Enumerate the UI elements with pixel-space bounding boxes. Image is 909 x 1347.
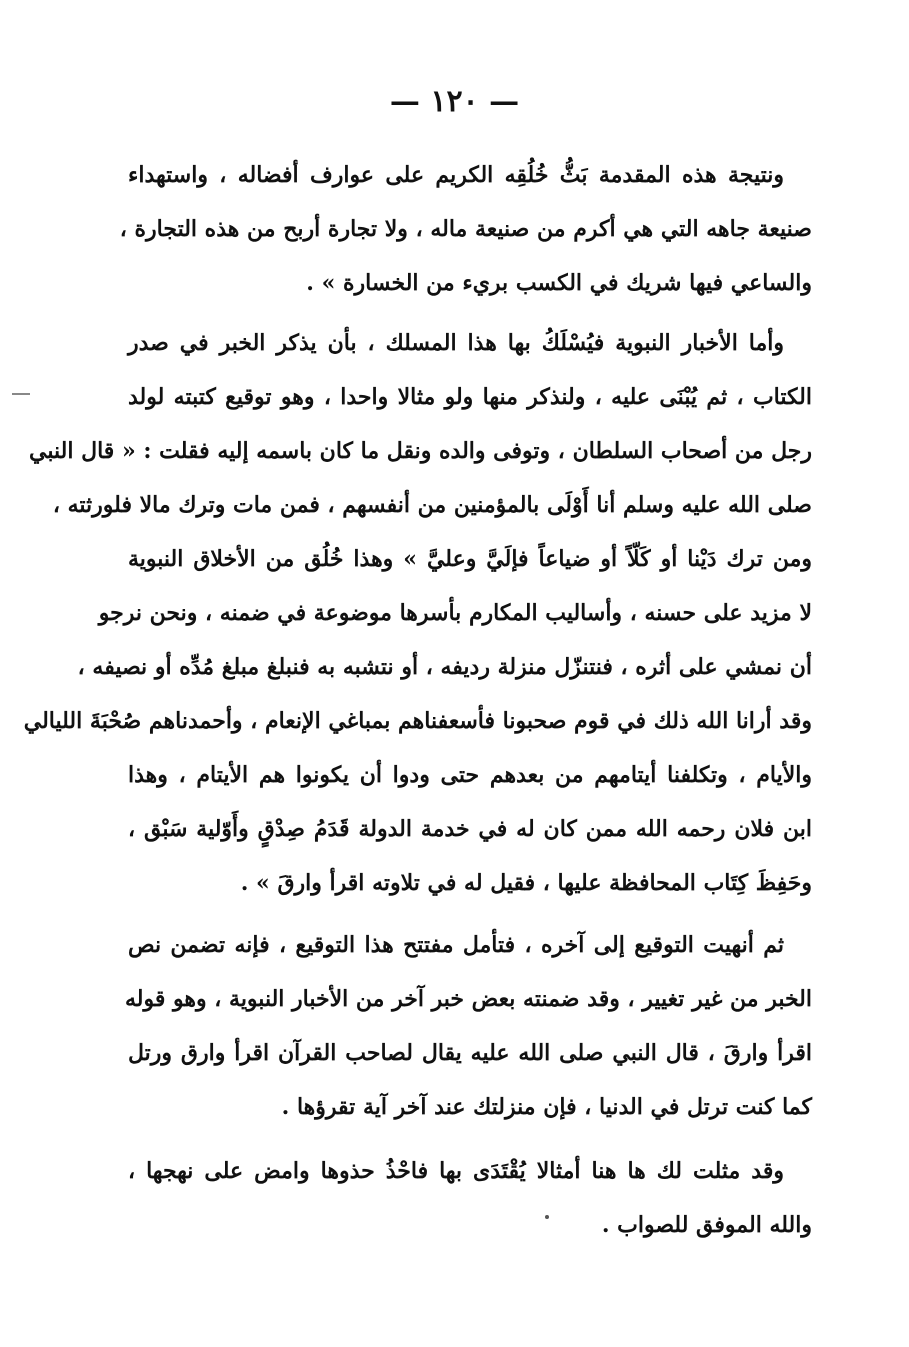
paragraph-2: [23, 316, 812, 910]
text-line: كما كنت ترتل في الدنيا ، فإن منزلتك عند آخر آية تقرؤها .: [281, 1094, 812, 1120]
paragraph-1: [119, 148, 812, 310]
page-body-text: [23, 148, 812, 1252]
text-line: وقد أرانا الله ذلك في قوم صحبونا فأسعفناهم بمباغي الإنعام ، وأحمدناهم صُحْبَةَ الليالي: [23, 708, 812, 734]
paragraph-4: [128, 1144, 812, 1252]
text-line: والساعي فيها شريك في الكسب بريء من الخسارة » .: [306, 270, 812, 296]
text-line: صنيعة جاهه التي هي أكرم من صنيعة ماله ، ولا تجارة أربح من هذه التجارة ،: [119, 216, 812, 242]
text-line: والله الموفق للصواب .: [601, 1212, 812, 1238]
text-line: رجل من أصحاب السلطان ، وتوفى والده ونقل ما كان باسمه إليه فقلت : « قال النبي: [29, 438, 812, 464]
text-line: ابن فلان رحمه الله ممن كان له في خدمة الدولة قَدَمُ صِدْقٍ وأَوّلية سَبْق ،: [128, 816, 812, 842]
ink-dot: [545, 1215, 549, 1219]
text-line: ثم أنهيت التوقيع إلى آخره ، فتأمل مفتتح هذا التوقيع ، فإنه تضمن نص: [128, 932, 784, 958]
text-line: اقرأ وارقَ ، قال النبي صلى الله عليه يقال لصاحب القرآن اقرأ وارق ورتل: [128, 1040, 812, 1066]
page-number: — ١٢٠ —: [389, 84, 520, 119]
text-line: ونتيجة هذه المقدمة بَثُّ خُلُقِه الكريم على عوارف أفضاله ، واستهداء: [128, 162, 784, 188]
text-line: أن نمشي على أثره ، فنتنزّل منزلة رديفه ، أو نتشبه به فنبلغ مبلغ مُدِّه أو نصيفه ،: [77, 654, 812, 680]
text-line: والأيام ، وتكلفنا أيتامهم من بعدهم حتى ودوا أن يكونوا هم الأيتام ، وهذا: [128, 762, 812, 788]
text-line: ومن ترك دَيْنا أو كَلّاً أو ضياعاً فإلَيَّ وعليَّ » وهذا خُلُق من الأخلاق النبوية: [128, 546, 812, 572]
text-line: الخبر من غير تغيير ، وقد ضمنته بعض خبر آخر من الأخبار النبوية ، وهو قوله: [124, 986, 812, 1012]
text-line: وحَفِظَ كِتَاب المحافظة عليها ، فقيل له في تلاوته اقرأ وارقَ » .: [240, 870, 812, 896]
text-line: الكتاب ، ثم يُبْنَى عليه ، ولنذكر منها ولو مثالا واحدا ، وهو توقيع كتبته لولد: [128, 384, 812, 410]
text-line: صلى الله عليه وسلم أنا أَوْلَى بالمؤمنين من أنفسهم ، فمن مات وترك مالا فلورثته ،: [52, 492, 812, 518]
text-line: لا مزيد على حسنه ، وأساليب المكارم بأسرها موضوعة في ضمنه ، ونحن نرجو: [98, 600, 812, 626]
paragraph-3: [124, 918, 812, 1134]
text-line: وأما الأخبار النبوية فيُسْلَكُ بها هذا المسلك ، بأن يذكر الخبر في صدر: [128, 330, 784, 356]
text-line: وقد مثلت لك ها هنا أمثالا يُقْتَدَى بها فاحْذُ حذوها وامض على نهجها ،: [128, 1158, 784, 1184]
margin-scan-mark: [12, 393, 30, 395]
